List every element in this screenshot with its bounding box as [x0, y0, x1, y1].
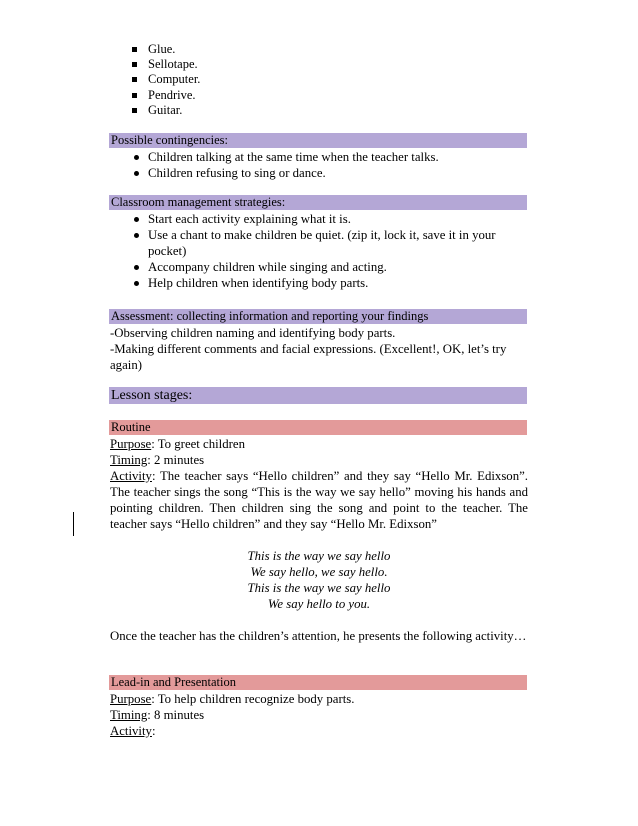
lead-in-heading: Lead-in and Presentation	[109, 675, 527, 690]
list-item: Glue.	[132, 42, 200, 57]
list-item: Guitar.	[132, 103, 200, 118]
lyric-line: This is the way we say hello	[247, 549, 391, 563]
activity-label: Activity	[110, 724, 152, 738]
assessment-line: -Making different comments and facial expressions. (Excellent!, OK, let’s try again)	[110, 342, 507, 372]
lesson-stages-heading: Lesson stages:	[109, 387, 527, 404]
activity-text: :	[151, 724, 156, 738]
timing-label: Timing	[110, 708, 148, 722]
lyric-line: We say hello, we say hello.	[250, 565, 388, 579]
contingencies-heading: Possible contingencies:	[109, 133, 527, 148]
timing-text: : 2 minutes	[147, 453, 205, 467]
assessment-line: -Observing children naming and identifying body parts.	[110, 326, 396, 340]
routine-purpose	[110, 436, 528, 452]
list-item: Children talking at the same time when the teacher talks.	[134, 149, 526, 165]
list-item: Help children when identifying body parts.	[134, 275, 526, 291]
contingencies-list	[134, 149, 526, 181]
activity-text: : The teacher says “Hello children” and they say “Hello Mr. Edixson”. The teacher sings the song “This is the way we say hello” moving his hands and pointing children. Then children sing the song and point to the teacher. The teacher says “Hello children” and they say “Hello Mr. Edixson”	[110, 469, 528, 531]
purpose-label: Purpose	[110, 437, 152, 451]
lyric-line: This is the way we say hello	[247, 581, 391, 595]
timing-label: Timing	[110, 453, 148, 467]
routine-timing	[110, 452, 528, 468]
routine-heading: Routine	[109, 420, 527, 435]
timing-text: : 8 minutes	[147, 708, 205, 722]
list-item: Accompany children while singing and acting.	[134, 259, 526, 275]
song-lyrics	[110, 548, 528, 612]
assessment-heading: Assessment: collecting information and reporting your findings	[109, 309, 527, 324]
lead-in-purpose	[110, 691, 528, 707]
list-item: Pendrive.	[132, 88, 200, 103]
lyric-line: We say hello to you.	[267, 597, 371, 611]
purpose-text: : To greet children	[151, 437, 245, 451]
list-item: Start each activity explaining what it is.	[134, 211, 526, 227]
purpose-text: : To help children recognize body parts.	[151, 692, 355, 706]
lead-in-activity	[110, 723, 528, 739]
routine-activity	[110, 468, 528, 532]
text-cursor	[73, 512, 74, 536]
list-item: Computer.	[132, 72, 200, 87]
lead-in-timing	[110, 707, 528, 723]
purpose-label: Purpose	[110, 692, 152, 706]
list-item: Use a chant to make children be quiet. (zip it, lock it, save it in your pocket)	[134, 227, 526, 259]
list-item: Sellotape.	[132, 57, 200, 72]
management-heading: Classroom management strategies:	[109, 195, 527, 210]
routine-closing: Once the teacher has the children’s attention, he presents the following activity…	[110, 629, 527, 643]
materials-list	[132, 42, 200, 118]
management-list	[134, 211, 526, 291]
list-item: Children refusing to sing or dance.	[134, 165, 526, 181]
activity-label: Activity	[110, 469, 152, 483]
